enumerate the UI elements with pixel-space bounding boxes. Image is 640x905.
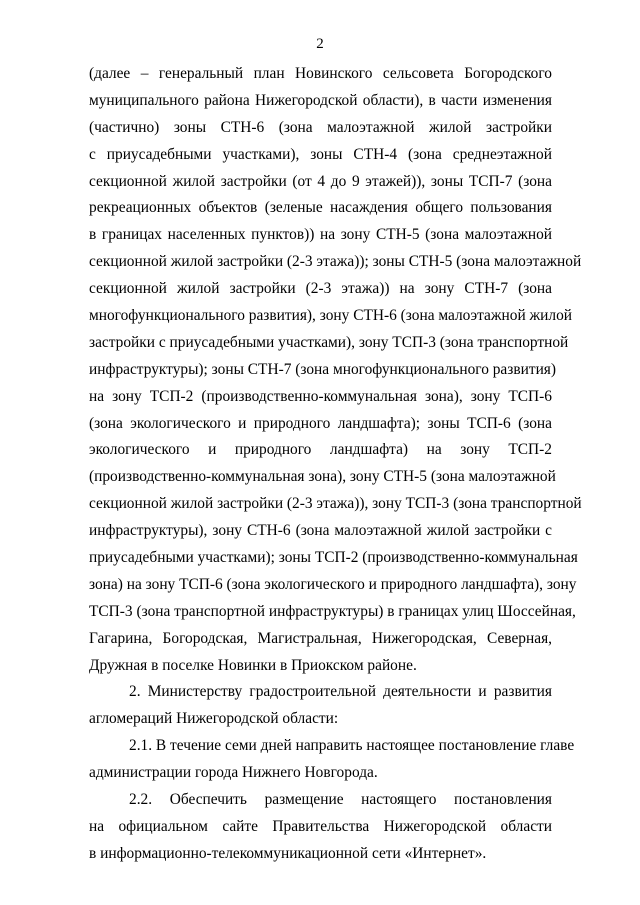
text-line: Дружная в поселке Новинки в Приокском районе. [89,656,417,674]
text-line: секционной жилой застройки (2-3 этажа)) на зону СТН-7 (зона [89,280,552,298]
text-line: 2.1. В течение семи дней направить настоящее постановление главе [129,737,575,755]
document-body [89,61,582,868]
text-line: секционной жилой застройки (от 4 до 9 этажей)), зоны ТСП-7 (зона [89,172,552,190]
text-line: с приусадебными участками), зоны СТН-4 (зона среднеэтажной [89,145,552,163]
text-line: агломераций Нижегородской области: [89,710,339,728]
text-line: муниципального района Нижегородской области), в части изменения [89,91,552,109]
text-line: секционной жилой застройки (2-3 этажа)); зоны СТН-5 (зона малоэтажной [89,253,582,271]
text-line: администрации города Нижнего Новгорода. [89,764,378,782]
text-line: на зону ТСП-2 (производственно-коммунальная зона), зону ТСП-6 [89,387,552,405]
text-line: экологического и природного ландшафта) на зону ТСП-2 [89,441,552,459]
page-number: 2 [316,36,324,52]
text-line: 2.2. Обеспечить размещение настоящего постановления [129,791,552,809]
text-line: инфраструктуры), зону СТН-6 (зона малоэтажной жилой застройки с [89,522,552,540]
text-line: инфраструктуры); зоны СТН-7 (зона многофункционального развития) [89,360,557,378]
text-line: секционной жилой застройки (2-3 этажа)), зону ТСП-3 (зона транспортной [89,495,582,513]
text-line: ТСП-3 (зона транспортной инфраструктуры) в границах улиц Шоссейная, [89,602,576,620]
text-line: (зона экологического и природного ландшафта); зоны ТСП-6 (зона [89,414,552,432]
text-line: на официальном сайте Правительства Нижегородской области [89,817,552,835]
text-line: приусадебными участками); зоны ТСП-2 (производственно-коммунальная [89,549,578,567]
text-line: Гагарина, Богородская, Магистральная, Нижегородская, Северная, [89,629,552,647]
text-line: (частично) зоны СТН-6 (зона малоэтажной жилой застройки [89,118,552,136]
text-line: многофункционального развития), зону СТН-6 (зона малоэтажной жилой [89,307,573,325]
text-line: рекреационных объектов (зеленые насаждения общего пользования [89,199,552,217]
text-line: 2. Министерству градостроительной деятельности и развития [129,683,552,701]
text-line: застройки с приусадебными участками), зону ТСП-3 (зона транспортной [89,333,569,351]
text-line: зона) на зону ТСП-6 (зона экологического и природного ландшафта), зону [89,575,577,593]
text-line: (далее – генеральный план Новинского сельсовета Богородского [89,65,552,82]
text-line: в информационно-телекоммуникационной сети «Интернет». [89,844,487,862]
text-line: (производственно-коммунальная зона), зону СТН-5 (зона малоэтажной [89,468,556,486]
text-line: в границах населенных пунктов)) на зону СТН-5 (зона малоэтажной [89,226,552,244]
